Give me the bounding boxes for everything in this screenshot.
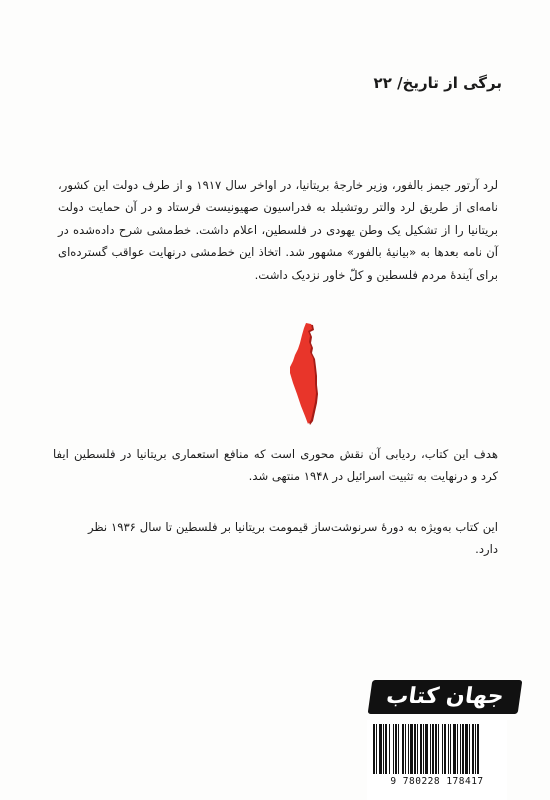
barcode-bar — [373, 724, 375, 774]
barcode-bar — [423, 724, 424, 774]
barcode-bar — [448, 724, 449, 774]
barcode-bar — [469, 724, 470, 774]
barcode-bar — [398, 724, 399, 774]
barcode-bar — [453, 724, 456, 774]
barcode-bar — [472, 724, 474, 774]
barcode-bar — [477, 724, 479, 774]
barcode-bar — [460, 724, 461, 774]
barcode-bar — [430, 724, 431, 774]
paragraph-period: این کتاب به‌ویژه به دورهٔ سرنوشت‌ساز قیمومت بریتانیا بر فلسطین تا سال ۱۹۳۶ نظر دارد. — [88, 520, 498, 557]
barcode-bar — [402, 724, 404, 774]
barcode-bar — [393, 724, 394, 774]
barcode-bar — [442, 724, 443, 774]
barcode-bar — [462, 724, 464, 774]
map-shape — [290, 323, 316, 424]
barcode-bar — [475, 724, 476, 774]
barcode-bar — [385, 724, 387, 774]
barcode-bar — [420, 724, 422, 774]
barcode-bar — [389, 724, 390, 774]
barcode-bar — [414, 724, 416, 774]
publisher-logo: جهان کتاب — [368, 680, 523, 714]
barcode-bar — [383, 724, 384, 774]
barcode-bar — [457, 724, 458, 774]
isbn-barcode-icon — [371, 724, 503, 776]
barcode-bar — [465, 724, 468, 774]
barcode-bar — [444, 724, 446, 774]
paragraph-aim: هدف این کتاب، ردیابی آن نقش محوری است که منافع استعماری بریتانیا در فلسطین ایفا کرد و درنهایت به تثبیت اسرائیل در ۱۹۴۸ منتهی شد. — [53, 447, 498, 484]
barcode-bar — [432, 724, 434, 774]
barcode-bar — [417, 724, 418, 774]
barcode-bar — [379, 724, 382, 774]
barcode-bar — [408, 724, 409, 774]
barcode-bar — [425, 724, 428, 774]
paragraph-balfour: لرد آرتور جیمز بالفور، وزیر خارجهٔ بریتانیا، در اواخر سال ۱۹۱۷ و از طرف دولت این کشور، نامه‌ای از طریق لرد والتر روتشیلد به فدراسیون صهیونیست فرستاد و در آن حمایت دولت بریتانیا را از تشکیل یک وطن یهودی در فلسطین، اعلام داشت. خط‌مشی شرح داده‌شده در آن نامه بعدها به «بیانیهٔ بالفور» مشهور شد. اتخاذ این خط‌مشی درنهایت عواقب گسترده‌ای برای آیندهٔ مردم فلسطین و کلّ خاور نزدیک داشت. — [58, 178, 498, 282]
barcode-bar — [450, 724, 451, 774]
isbn-barcode — [367, 720, 507, 800]
series-title: برگی از تاریخ/ ۲۲ — [373, 74, 502, 92]
palestine-map-icon — [280, 322, 322, 427]
barcode-bar — [376, 724, 377, 774]
barcode-bar — [435, 724, 437, 774]
barcode-digits: 9 780228 178417 — [390, 776, 484, 787]
barcode-bar — [405, 724, 406, 774]
barcode-bar — [438, 724, 439, 774]
barcode-bar — [410, 724, 413, 774]
barcode-bar — [395, 724, 397, 774]
